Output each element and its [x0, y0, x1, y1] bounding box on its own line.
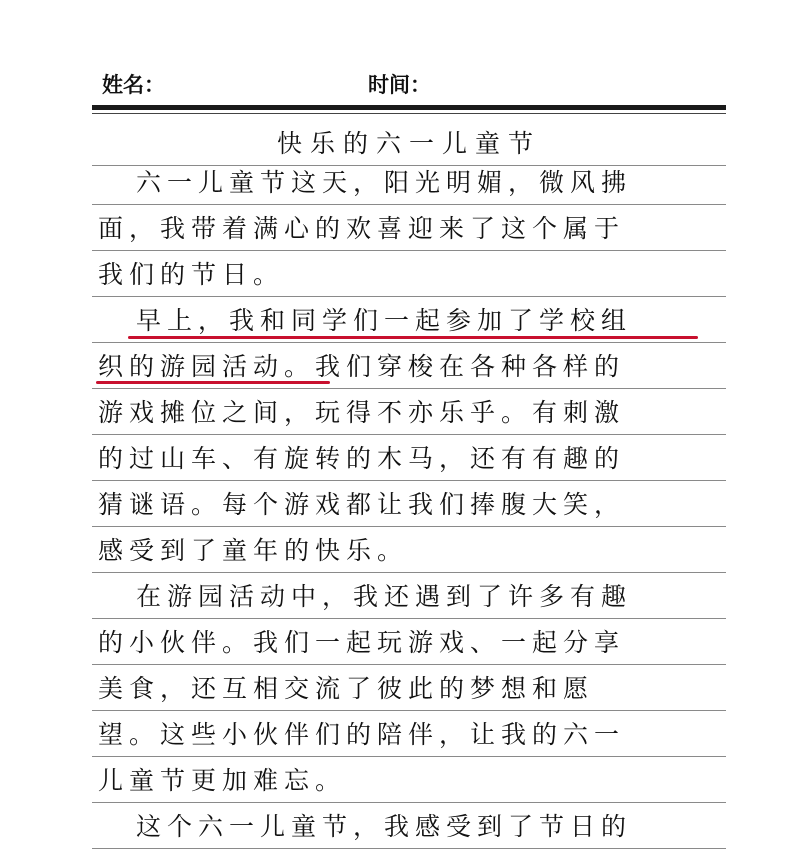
essay-line: 的过山车、有旋转的木马，还有有趣的: [92, 435, 726, 481]
essay-title: 快乐的六一儿童节: [92, 120, 726, 166]
essay-line: 早上，我和同学们一起参加了学校组: [92, 297, 726, 343]
name-label: 姓名：: [102, 73, 165, 97]
essay-line: 美食，还互相交流了彼此的梦想和愿: [92, 665, 726, 711]
header-rule: [92, 105, 726, 110]
essay-line: 六一儿童节这天，阳光明媚，微风拂: [92, 159, 726, 205]
essay-line: 儿童节更加难忘。: [92, 757, 726, 803]
time-label: 时间：: [368, 73, 431, 97]
red-underline-2: [96, 381, 330, 384]
essay-line: 感受到了童年的快乐。: [92, 527, 726, 573]
essay-line: 我们的节日。: [92, 251, 726, 297]
essay-line: 这个六一儿童节，我感受到了节日的: [92, 803, 726, 849]
essay-line: 面，我带着满心的欢喜迎来了这个属于: [92, 205, 726, 251]
red-underline-1: [128, 336, 698, 339]
essay-line: 猜谜语。每个游戏都让我们捧腹大笑，: [92, 481, 726, 527]
essay-line: 望。这些小伙伴们的陪伴，让我的六一: [92, 711, 726, 757]
essay-line: 织的游园活动。我们穿梭在各种各样的: [92, 343, 726, 389]
header-rule-thin: [92, 113, 726, 114]
essay-line: 的小伙伴。我们一起玩游戏、一起分享: [92, 619, 726, 665]
essay-line: 在游园活动中，我还遇到了许多有趣: [92, 573, 726, 619]
essay-line: 游戏摊位之间，玩得不亦乐乎。有刺激: [92, 389, 726, 435]
